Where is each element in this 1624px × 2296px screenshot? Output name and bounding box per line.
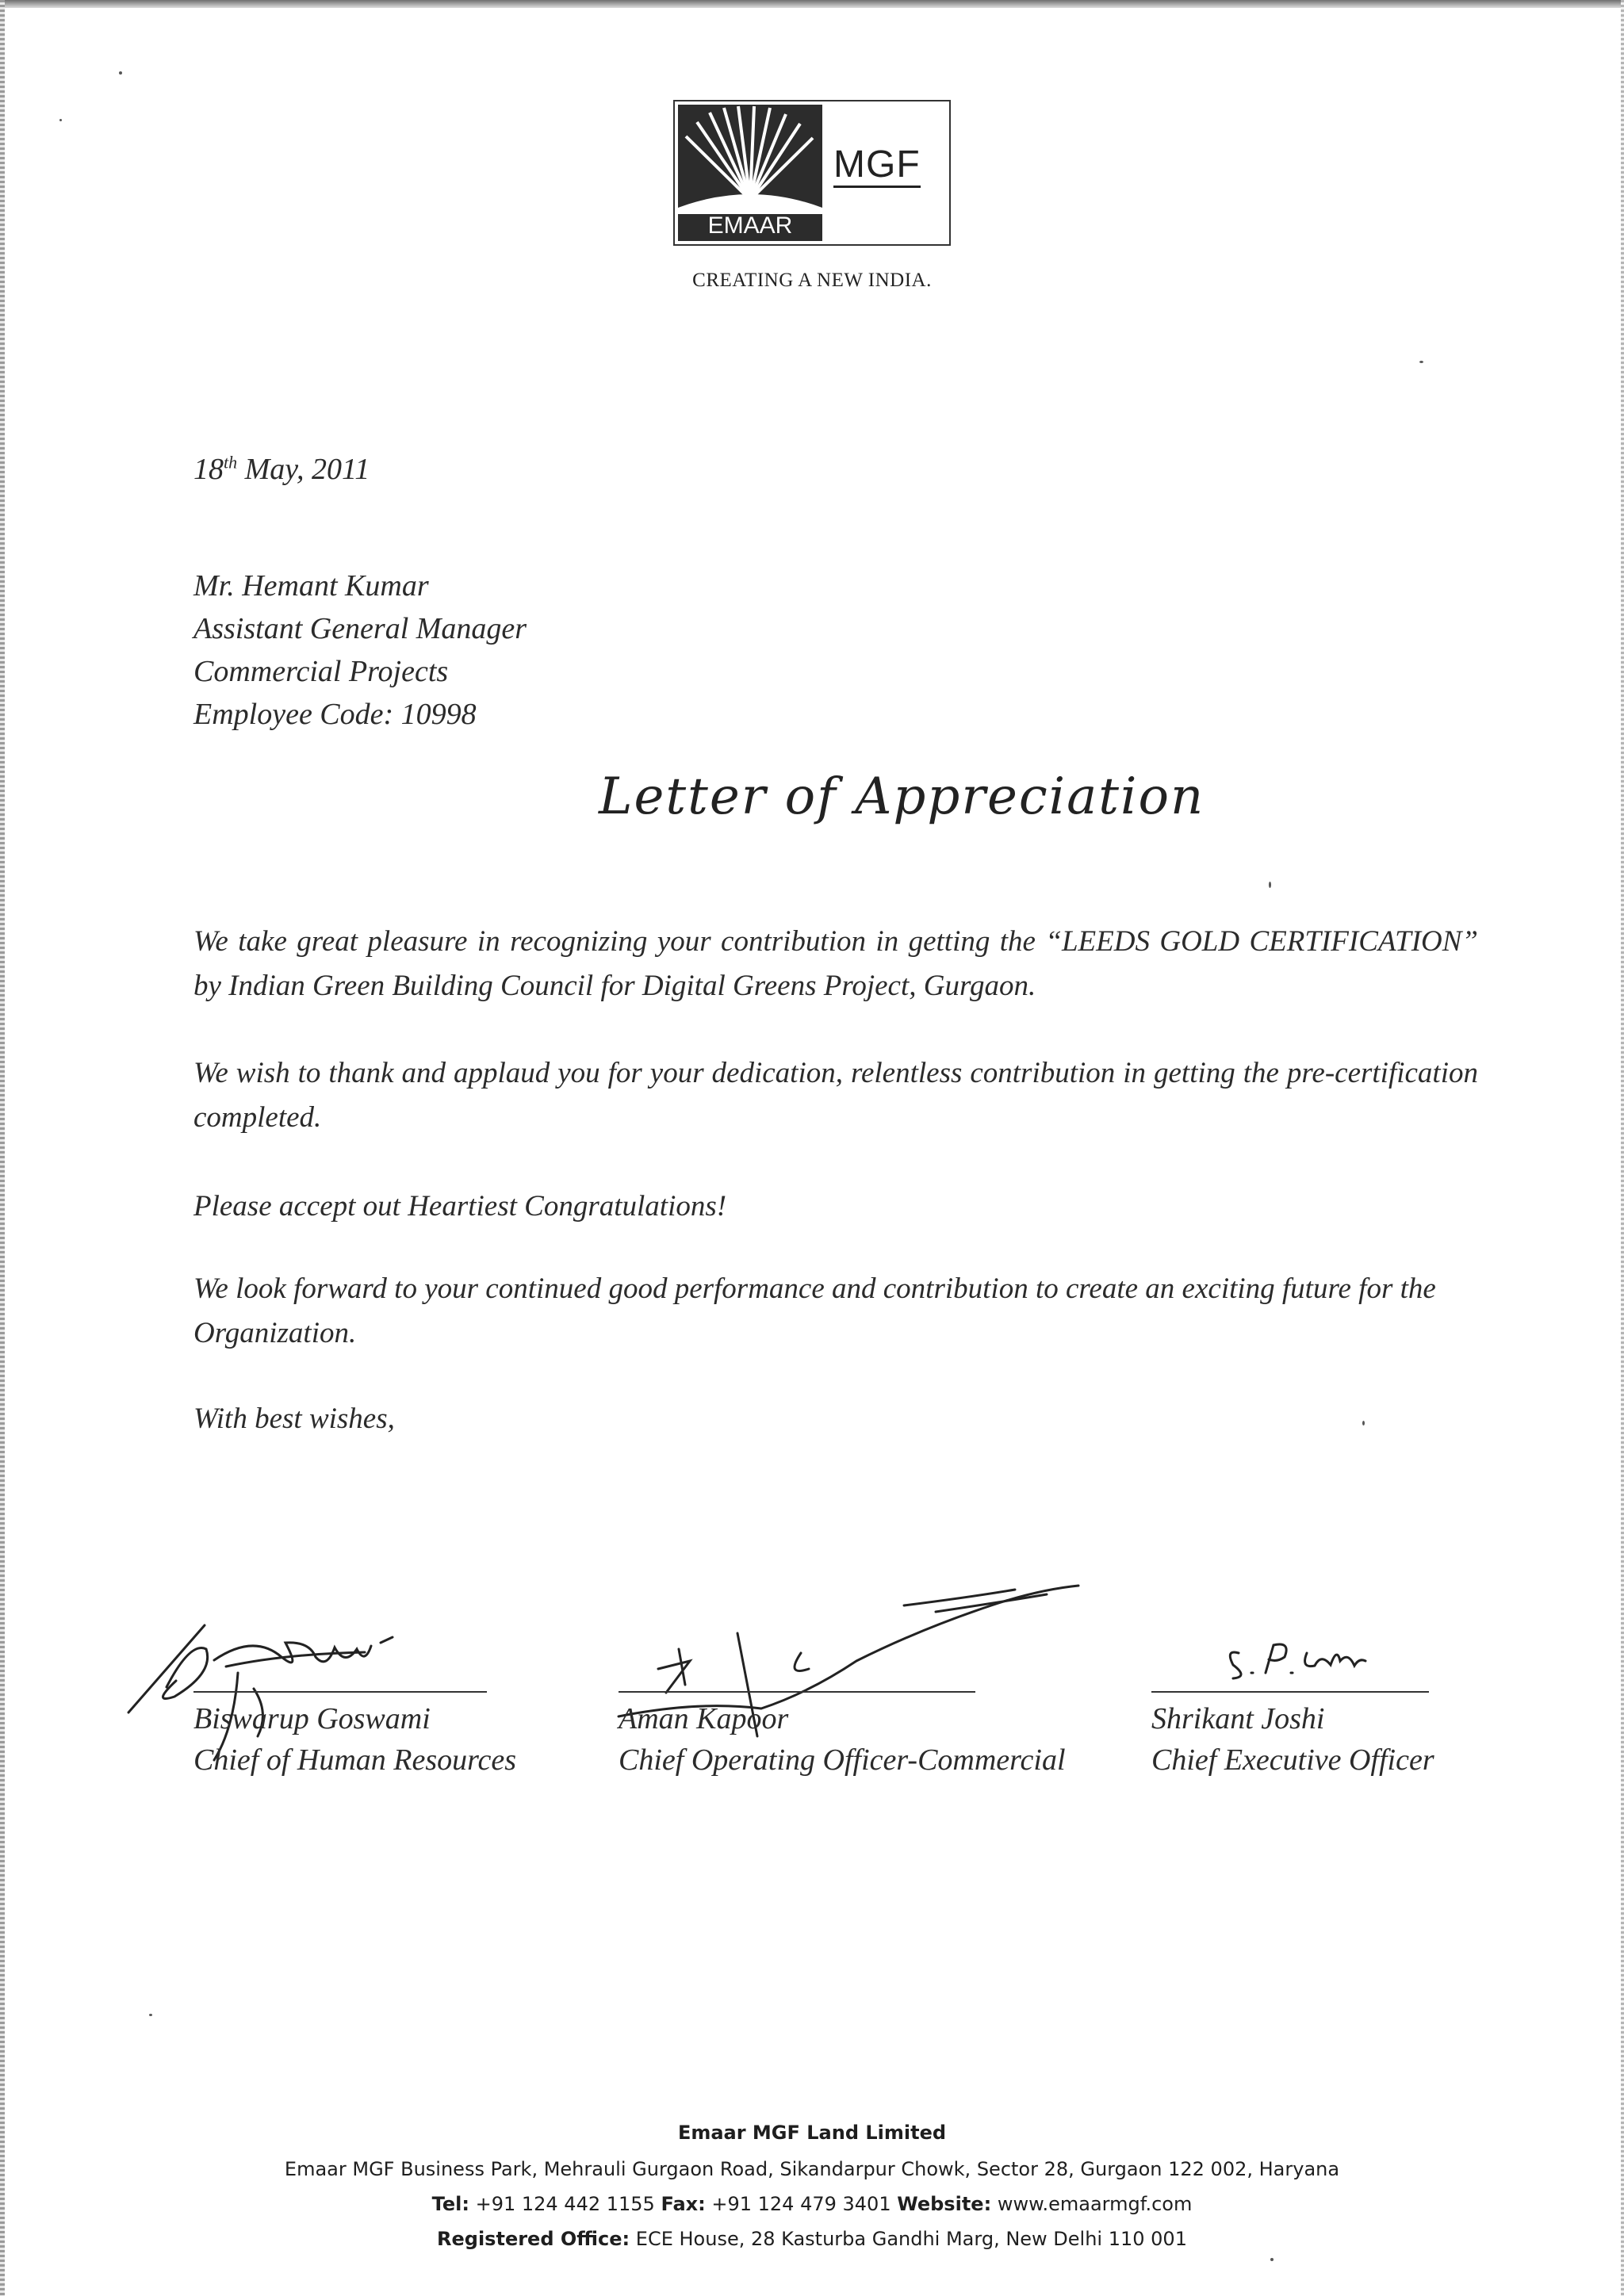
footer-address: Emaar MGF Business Park, Mehrauli Gurgaon Road, Sikandarpur Chowk, Sector 28, Gurgaon 122 002, Haryana <box>284 2158 1340 2180</box>
scan-speck <box>119 71 122 75</box>
footer-registered-label: Registered Office: <box>437 2228 630 2250</box>
scan-edge-left <box>0 0 5 2296</box>
footer-contacts <box>0 2193 1624 2215</box>
footer-tel: +91 124 442 1155 <box>475 2193 655 2215</box>
signature-joshi <box>1221 1629 1380 1685</box>
body-paragraph-2: We wish to thank and applaud you for your dedication, relentless contribution in getting the pre-certification completed. <box>193 1057 1478 1134</box>
footer-fax: +91 124 479 3401 <box>711 2193 891 2215</box>
company-logo <box>673 100 951 246</box>
date-day: 18 <box>193 453 224 486</box>
footer-registered-address: ECE House, 28 Kasturba Gandhi Marg, New Delhi 110 001 <box>635 2228 1187 2250</box>
recipient-department: Commercial Projects <box>193 655 449 688</box>
recipient-name: Mr. Hemant Kumar <box>193 569 429 603</box>
signatory-1-title: Chief of Human Resources <box>193 1743 517 1777</box>
scan-edge-right <box>1621 0 1624 2296</box>
signatory-3-title: Chief Executive Officer <box>1151 1743 1434 1777</box>
date-rest: May, 2011 <box>237 453 370 486</box>
footer-tel-label: Tel: <box>431 2193 469 2215</box>
footer-registered-office <box>0 2228 1624 2250</box>
footer-fax-label: Fax: <box>661 2193 706 2215</box>
scan-speck <box>1362 1421 1365 1425</box>
signatory-3-name: Shrikant Joshi <box>1151 1702 1325 1735</box>
signature-line-1 <box>193 1691 487 1693</box>
recipient-designation: Assistant General Manager <box>193 612 527 645</box>
scan-speck <box>1419 361 1423 363</box>
signatory-2-title: Chief Operating Officer-Commercial <box>619 1743 1066 1777</box>
signatory-1-name: Biswarup Goswami <box>193 1702 431 1735</box>
signatory-2-name: Aman Kapoor <box>619 1702 789 1735</box>
letter-date <box>193 452 370 487</box>
logo-mgf-text: MGF <box>833 146 921 188</box>
body-paragraph-4: We look forward to your continued good performance and contribution to create an exciting future for the Organization. <box>193 1272 1436 1349</box>
emaar-sunburst-logo <box>678 105 822 241</box>
footer-company <box>0 2122 1624 2144</box>
closing-line: With best wishes, <box>193 1402 395 1435</box>
recipient-employee-code: Employee Code: 10998 <box>193 698 477 731</box>
signature-line-2 <box>619 1691 975 1693</box>
body-paragraph-1: We take great pleasure in recognizing your contribution in getting the “LEEDS GOLD CERTIFICATION” by Indian Green Building Council for Digital Greens Project, Gurgaon. <box>193 925 1478 1002</box>
footer-company-name: Emaar MGF Land Limited <box>677 2122 947 2144</box>
logo-emaar-text: EMAAR <box>707 212 793 239</box>
scan-speck <box>1270 2258 1274 2261</box>
scan-edge-top <box>0 0 1624 8</box>
scan-speck <box>59 119 62 121</box>
signature-line-3 <box>1151 1691 1429 1693</box>
body-paragraph-3: Please accept out Heartiest Congratulations! <box>193 1190 727 1223</box>
scan-speck <box>1269 882 1271 888</box>
footer-website-label: Website: <box>897 2193 992 2215</box>
footer-website: www.emaarmgf.com <box>997 2193 1193 2215</box>
letter-title: Letter of Appreciation <box>599 767 1205 826</box>
date-suffix: th <box>224 452 238 473</box>
scan-speck <box>149 2014 152 2016</box>
company-tagline: CREATING A NEW INDIA. <box>692 270 932 291</box>
